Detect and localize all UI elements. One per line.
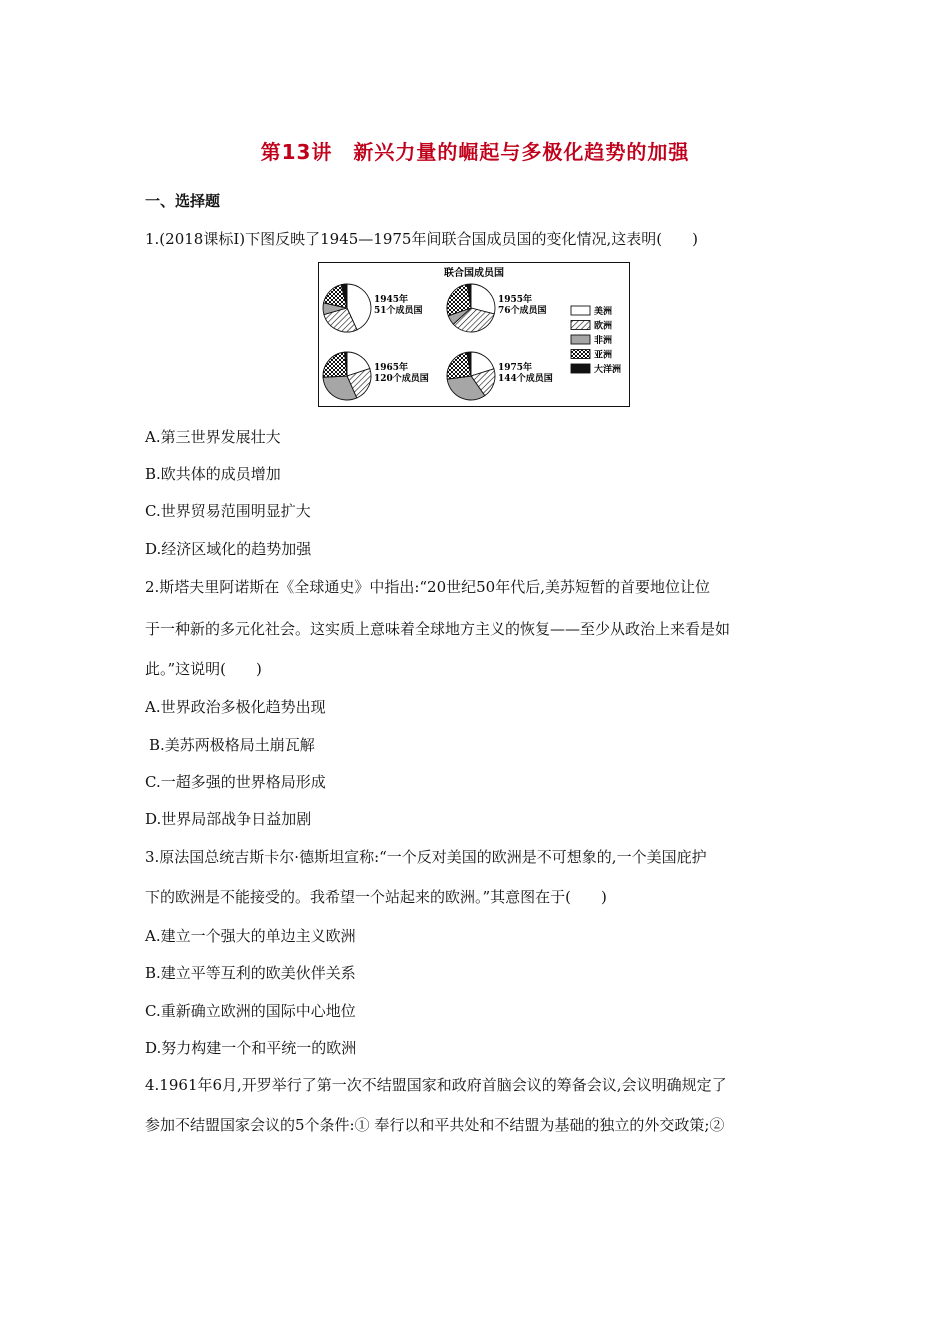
q3-option-b[interactable]: B.建立平等互利的欧美伙伴关系 [145,964,356,982]
question-3-stem-line-1: 3.原法国总统吉斯卡尔·德斯坦宣称:“一个反对美国的欧洲是不可想象的,一个美国庇护 [145,848,707,866]
question-4-stem-line-2: 参加不结盟国家会议的5个条件:① 奉行以和平共处和不结盟为基础的独立的外交政策;② [145,1116,725,1134]
pie-chart-canvas [319,263,629,406]
q1-option-c[interactable]: C.世界贸易范围明显扩大 [145,502,311,520]
q3-option-a[interactable]: A.建立一个强大的单边主义欧洲 [145,927,356,945]
legend-label-0: 美洲 [594,307,613,317]
legend-swatch-0 [571,306,590,315]
q1-option-a[interactable]: A.第三世界发展壮大 [145,428,281,446]
pie-2-year-label: 1965年 [374,363,409,373]
question-2-stem-line-2: 于一种新的多元化社会。这实质上意味着全球地方主义的恢复——至少从政治上来看是如 [145,620,731,638]
q2-option-d[interactable]: D.世界局部战争日益加剧 [145,810,312,828]
legend-swatch-3 [571,350,590,359]
legend-swatch-1 [571,321,590,330]
q1-option-d[interactable]: D.经济区域化的趋势加强 [145,540,312,558]
pie-3-count-label: 144个成员国 [498,374,553,384]
q3-option-c[interactable]: C.重新确立欧洲的国际中心地位 [145,1002,356,1020]
chart-title: 联合国成员国 [444,268,504,279]
question-1-stem: 1.(2018课标Ⅰ)下图反映了1945—1975年间联合国成员国的变化情况,这表明( ) [145,230,698,248]
pie-0-count-label: 51个成员国 [374,306,423,316]
question-2-stem-line-3: 此。”这说明( ) [145,660,262,678]
question-3-stem-line-2: 下的欧洲是不能接受的。我希望一个站起来的欧洲。”其意图在于( ) [145,888,607,906]
legend-label-3: 亚洲 [594,350,613,361]
pie-1-count-label: 76个成员国 [498,306,547,316]
pie-0-year-label: 1945年 [374,295,409,305]
q1-option-b[interactable]: B.欧共体的成员增加 [145,465,281,483]
legend-swatch-2 [571,335,590,344]
question-2-stem-line-1: 2.斯塔夫里阿诺斯在《全球通史》中指出:“20世纪50年代后,美苏短暂的首要地位让位 [145,578,710,596]
legend-label-2: 非洲 [594,336,613,346]
legend-label-1: 欧洲 [594,321,613,332]
pie-3-year-label: 1975年 [498,363,533,373]
section-heading: 一、选择题 [145,192,221,210]
pie-2-count-label: 120个成员国 [374,374,429,384]
q2-option-b[interactable]: B.美苏两极格局土崩瓦解 [149,736,315,754]
legend-label-4: 大洋洲 [594,365,622,375]
q2-option-a[interactable]: A.世界政治多极化趋势出现 [145,698,326,716]
q3-option-d[interactable]: D.努力构建一个和平统一的欧洲 [145,1039,357,1057]
legend-swatch-4 [571,364,590,373]
pie-2-slice-3 [323,352,347,377]
pie-1-year-label: 1955年 [498,295,533,305]
question-4-stem-line-1: 4.1961年6月,开罗举行了第一次不结盟国家和政府首脑会议的筹备会议,会议明确规定了 [145,1076,727,1094]
q2-option-c[interactable]: C.一超多强的世界格局形成 [145,773,326,791]
un-membership-chart [318,262,630,407]
page-title: 第13讲 新兴力量的崛起与多极化趋势的加强 [260,140,690,164]
